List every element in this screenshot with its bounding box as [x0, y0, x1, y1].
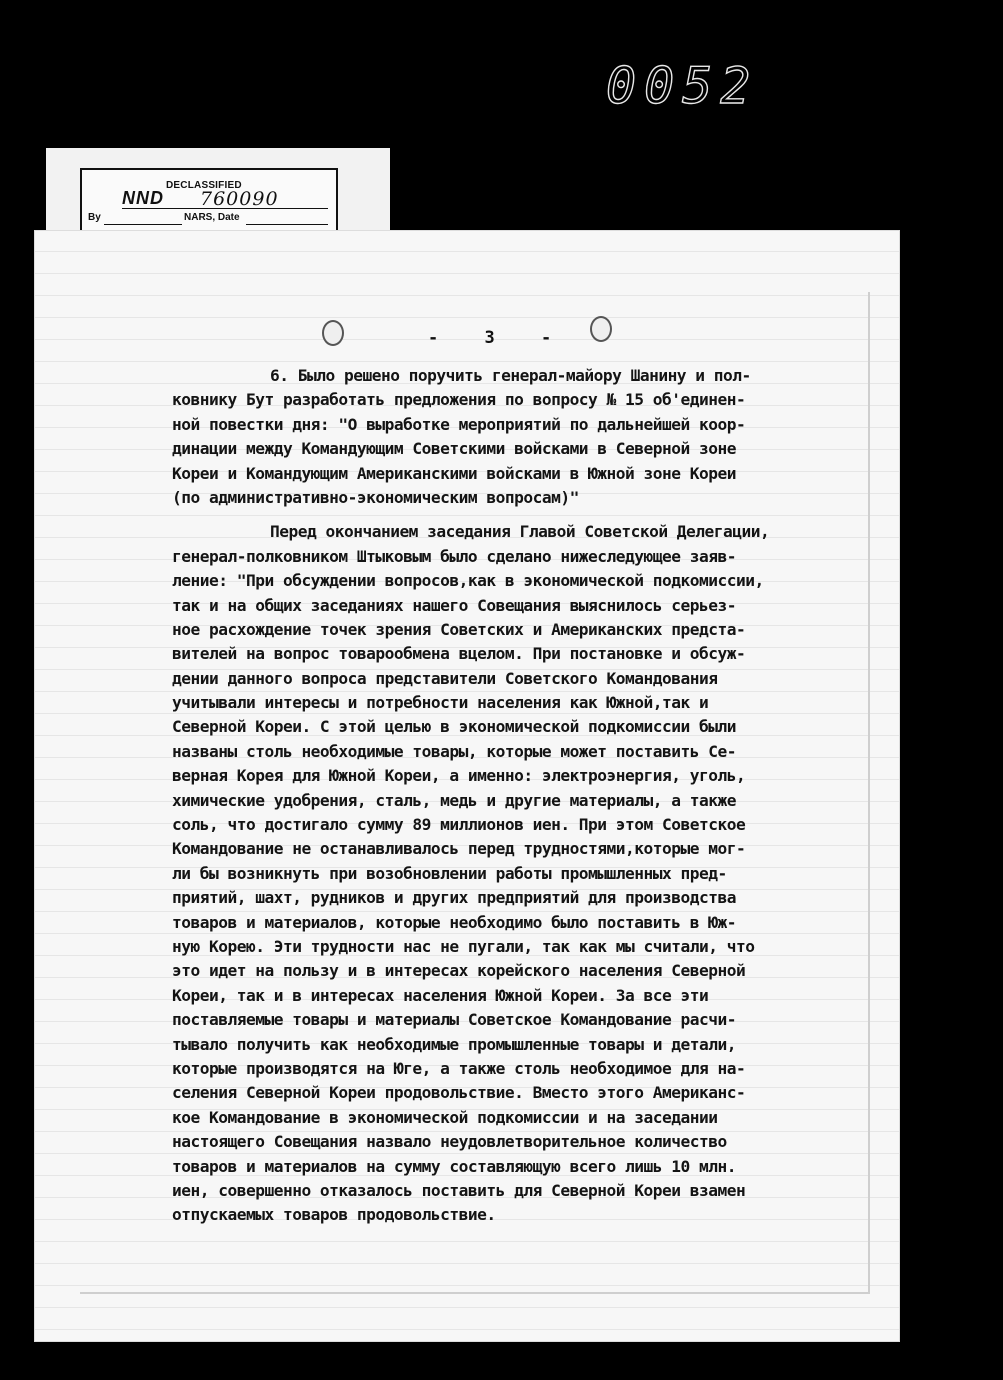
stamp-line-top [122, 208, 328, 209]
text-line: товаров и материалов, которые необходимо было поставить в Юж- [172, 912, 736, 932]
paragraph-2 [172, 520, 862, 1227]
text-line: приятий, шахт, рудников и других предприятий для производства [172, 888, 736, 908]
stamp-line-date [246, 224, 328, 225]
page-number: - 3 - [428, 328, 570, 348]
text-line: учитывали интересы и потребности населения как Южной,так и [172, 693, 709, 713]
text-line: кое Командование в экономической подкомиссии и на заседании [172, 1107, 718, 1127]
text-line: ной повестки дня: "О выработке мероприятий по дальнейшей коор- [172, 414, 746, 434]
text-line: товаров и материалов на сумму составляющую всего лишь 10 млн. [172, 1156, 736, 1176]
text-line: ную Корею. Эти трудности нас не пугали, так как мы считали, что [172, 936, 755, 956]
text-line: так и на общих заседаниях нашего Совещания выяснилось серьез- [172, 595, 736, 615]
stamp-date-label: NARS, Date [184, 212, 240, 223]
text-line: ковнику Бут разработать предложения по вопросу № 15 об'единен- [172, 390, 746, 410]
text-line: генерал-полковником Штыковым было сделано нижеследующее заяв- [172, 546, 736, 566]
text-line: Кореи, так и в интересах населения Южной Кореи. За все эти [172, 985, 709, 1005]
text-line: которые производятся на Юге, а также столь необходимое для на- [172, 1058, 746, 1078]
text-line: ли бы возникнуть при возобновлении работы промышленных пред- [172, 863, 727, 883]
punch-hole-left [322, 320, 344, 346]
text-line: это идет на пользу и в интересах корейского населения Северной [172, 961, 746, 981]
text-line: (по административно-экономическим вопросам)" [172, 487, 579, 507]
text-line: динации между Командующим Советскими войсками в Северной зоне [172, 439, 736, 459]
stamp-line-by [104, 224, 182, 225]
paragraph-1 [172, 364, 862, 510]
stamp-authority: NND [122, 188, 164, 208]
stamp-number: 760090 [200, 188, 279, 210]
text-line: отпускаемых товаров продовольствие. [172, 1205, 496, 1225]
stamp-by-label: By [88, 212, 101, 223]
stamp-title: DECLASSIFIED [166, 180, 242, 191]
text-line: дении данного вопроса представители Советского Командования [172, 668, 718, 688]
document-text [172, 364, 862, 1228]
text-line: соль, что достигало сумму 89 миллионов иен. При этом Советское [172, 815, 746, 835]
declassification-stamp [80, 168, 338, 232]
punch-hole-right [590, 316, 612, 342]
text-line: химические удобрения, сталь, медь и другие материалы, а также [172, 790, 736, 810]
text-line: селения Северной Кореи продовольствие. Вместо этого Американс- [172, 1083, 746, 1103]
text-line: Северной Кореи. С этой целью в экономической подкомиссии были [172, 717, 736, 737]
text-line: тывало получить как необходимые промышленные товары и детали, [172, 1034, 736, 1054]
text-line: 6. Было решено поручить генерал-майору Шанину и пол- [270, 366, 751, 385]
text-line: иен, совершенно отказалось поставить для Северной Кореи взамен [172, 1180, 746, 1200]
text-line: поставляемые товары и материалы Советское Командование расчи- [172, 1010, 736, 1030]
frame-number: 0052 [606, 57, 759, 115]
text-line: Командование не останавливалось перед трудностями,которые мог- [172, 839, 746, 859]
text-line: Перед окончанием заседания Главой Советской Делегации, [270, 522, 770, 542]
text-line: верная Корея для Южной Кореи, а именно: электроэнергия, уголь, [172, 766, 746, 786]
text-line: названы столь необходимые товары, которые может поставить Се- [172, 741, 736, 761]
text-line: ное расхождение точек зрения Советских и Американских предста- [172, 619, 746, 639]
text-line: настоящего Совещания назвало неудовлетворительное количество [172, 1132, 727, 1152]
text-line: вителей на вопрос товарообмена вцелом. При постановке и обсуж- [172, 644, 746, 664]
text-line: Кореи и Командующим Американскими войсками в Южной зоне Кореи [172, 463, 736, 483]
text-line: ление: "При обсуждении вопросов,как в экономической подкомиссии, [172, 571, 764, 591]
